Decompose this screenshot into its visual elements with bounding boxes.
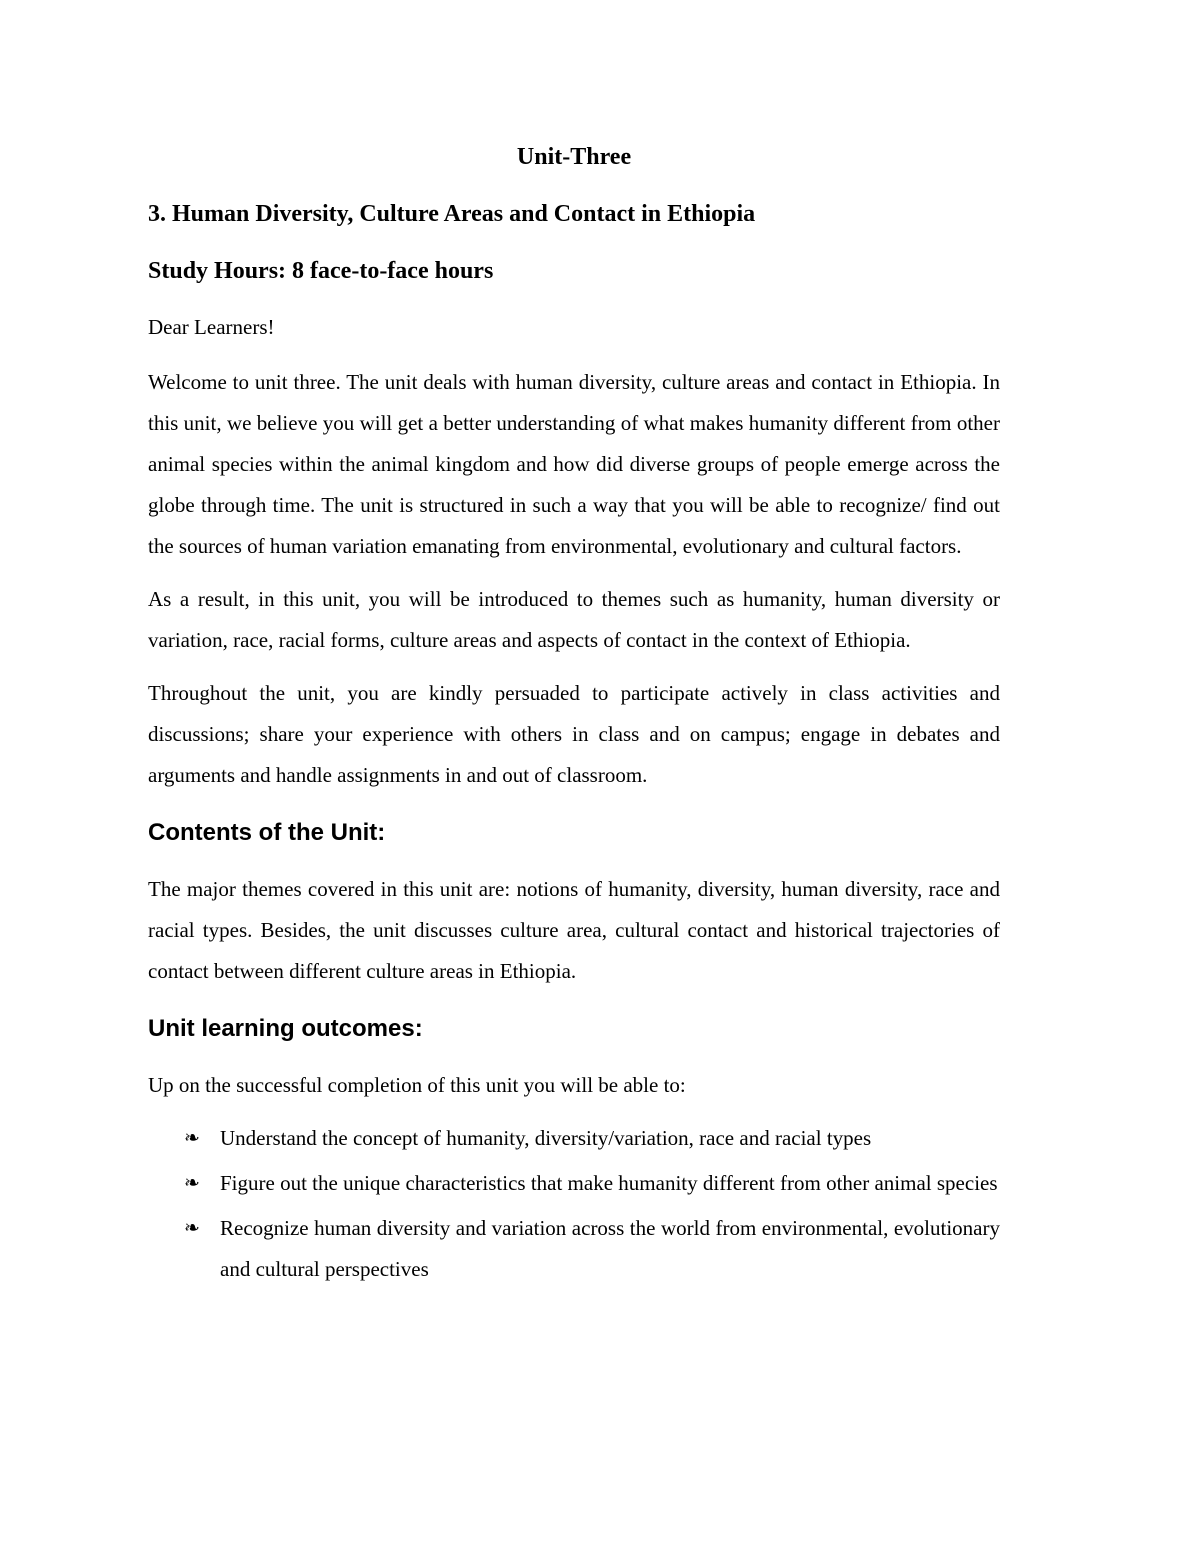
list-item	[148, 1118, 1000, 1159]
contents-heading: Contents of the Unit:	[148, 819, 386, 846]
outcome-text: Understand the concept of humanity, diversity/variation, race and racial types	[220, 1126, 872, 1150]
themes-paragraph: As a result, in this unit, you will be introduced to themes such as humanity, human diversity or variation, race, racial forms, culture areas and aspects of contact in the context of Ethiopia.	[148, 587, 1000, 652]
outcomes-list	[148, 1118, 1000, 1290]
document-content	[148, 136, 1000, 1294]
outcomes-heading: Unit learning outcomes:	[148, 1015, 423, 1042]
list-item	[148, 1163, 1000, 1204]
floral-bullet-icon: ❧	[184, 1173, 200, 1194]
chapter-heading: 3. Human Diversity, Culture Areas and Contact in Ethiopia	[148, 201, 756, 227]
floral-bullet-icon: ❧	[184, 1218, 200, 1239]
outcome-text: Recognize human diversity and variation across the world from environmental, evolutionary and cultural perspectives	[220, 1216, 1000, 1281]
outcomes-intro: Up on the successful completion of this unit you will be able to:	[148, 1073, 686, 1097]
unit-title: Unit-Three	[516, 144, 632, 170]
greeting: Dear Learners!	[148, 315, 275, 339]
outcome-text: Figure out the unique characteristics that make humanity different from other animal species	[220, 1171, 998, 1195]
floral-bullet-icon: ❧	[184, 1128, 200, 1149]
contents-paragraph: The major themes covered in this unit are: notions of humanity, diversity, human diversity, race and racial types. Besides, the unit discusses culture area, cultural contact and historical trajectories of contact between different culture areas in Ethiopia.	[148, 877, 1000, 983]
participation-paragraph: Throughout the unit, you are kindly persuaded to participate actively in class activities and discussions; share your experience with others in class and on campus; engage in debates and arguments and handle assignments in and out of classroom.	[148, 681, 1000, 787]
list-item	[148, 1208, 1000, 1290]
study-hours-heading: Study Hours: 8 face-to-face hours	[148, 258, 494, 284]
intro-paragraph: Welcome to unit three. The unit deals with human diversity, culture areas and contact in Ethiopia. In this unit, we believe you will get a better understanding of what makes humanity different from other animal species within the animal kingdom and how did diverse groups of people emerge across the globe through time. The unit is structured in such a way that you will be able to recognize/ find out the sources of human variation emanating from environmental, evolutionary and cultural factors.	[148, 370, 1000, 558]
